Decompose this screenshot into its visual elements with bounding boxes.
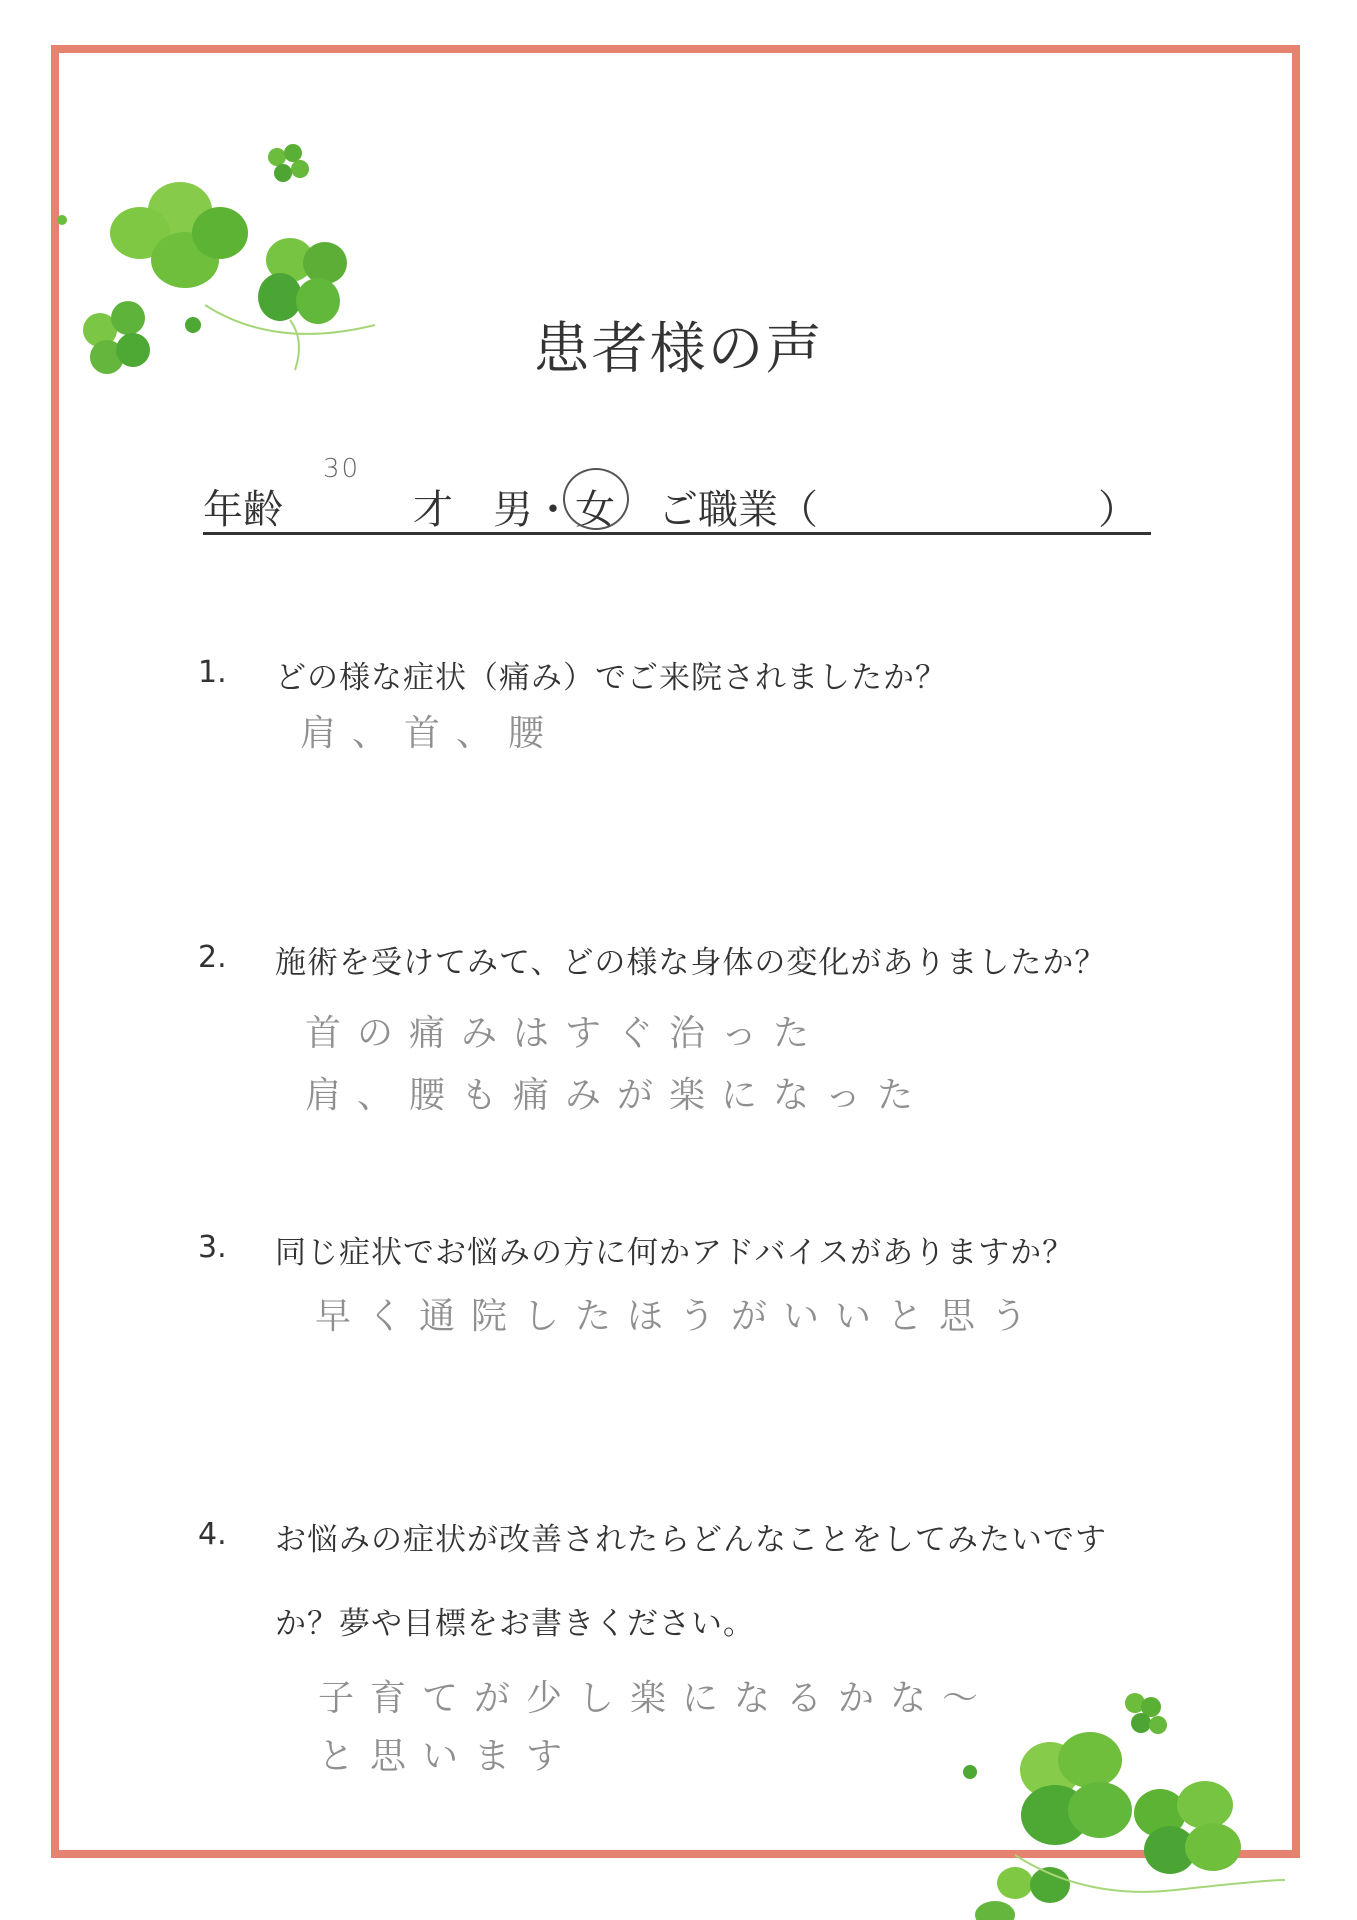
clover-decoration-bottom-right [955,1685,1295,1920]
profile-line [203,454,1151,535]
clover-icon [110,182,248,288]
age-label: 年齢 [203,487,283,533]
question-4-text-line-2: か？夢や目標をお書きください。 [275,1606,755,1642]
question-1-answer: 肩、首、腰 [300,713,561,754]
question-2-answer-line-2: 肩、腰も痛みが楽になった [305,1075,930,1116]
question-2-answer-line-1: 首の痛みはすぐ治った [305,1013,826,1054]
question-3-answer: 早く通院したほうがいいと思う [315,1296,1044,1337]
question-4-answer-line-1: 子育てが少し楽になるかな〜 [318,1678,995,1719]
small-clover-icon [268,144,309,182]
question-2-number: 2. [198,940,227,975]
gender-dot: ・ [533,487,573,533]
age-unit: 才 [413,487,453,533]
page-title: 患者様の声 [533,317,824,382]
gender-selection-circle [563,468,629,530]
question-1-text: どの様な症状（痛み）でご来院されましたか？ [275,660,947,696]
question-4-answer-line-2: と思います [318,1736,579,1777]
clover-icon [1134,1781,1241,1874]
gender-male: 男 [493,487,533,533]
occupation-close: ） [1098,487,1138,533]
occupation-label: ご職業（ [658,487,818,533]
question-2-text: 施術を受けてみて、どの様な身体の変化がありましたか？ [275,945,1107,981]
question-3-number: 3. [198,1230,227,1265]
gender-female: 女 [575,487,615,533]
question-4-number: 4. [198,1517,227,1552]
age-value: 30 [323,454,361,484]
small-clover-icon [1125,1693,1167,1734]
question-1-number: 1. [198,655,227,690]
clover-icon [1020,1732,1132,1845]
question-4-text-line-1: お悩みの症状が改善されたらどんなことをしてみたいです [275,1522,1107,1558]
question-3-text: 同じ症状でお悩みの方に何かアドバイスがありますか？ [275,1235,1075,1271]
